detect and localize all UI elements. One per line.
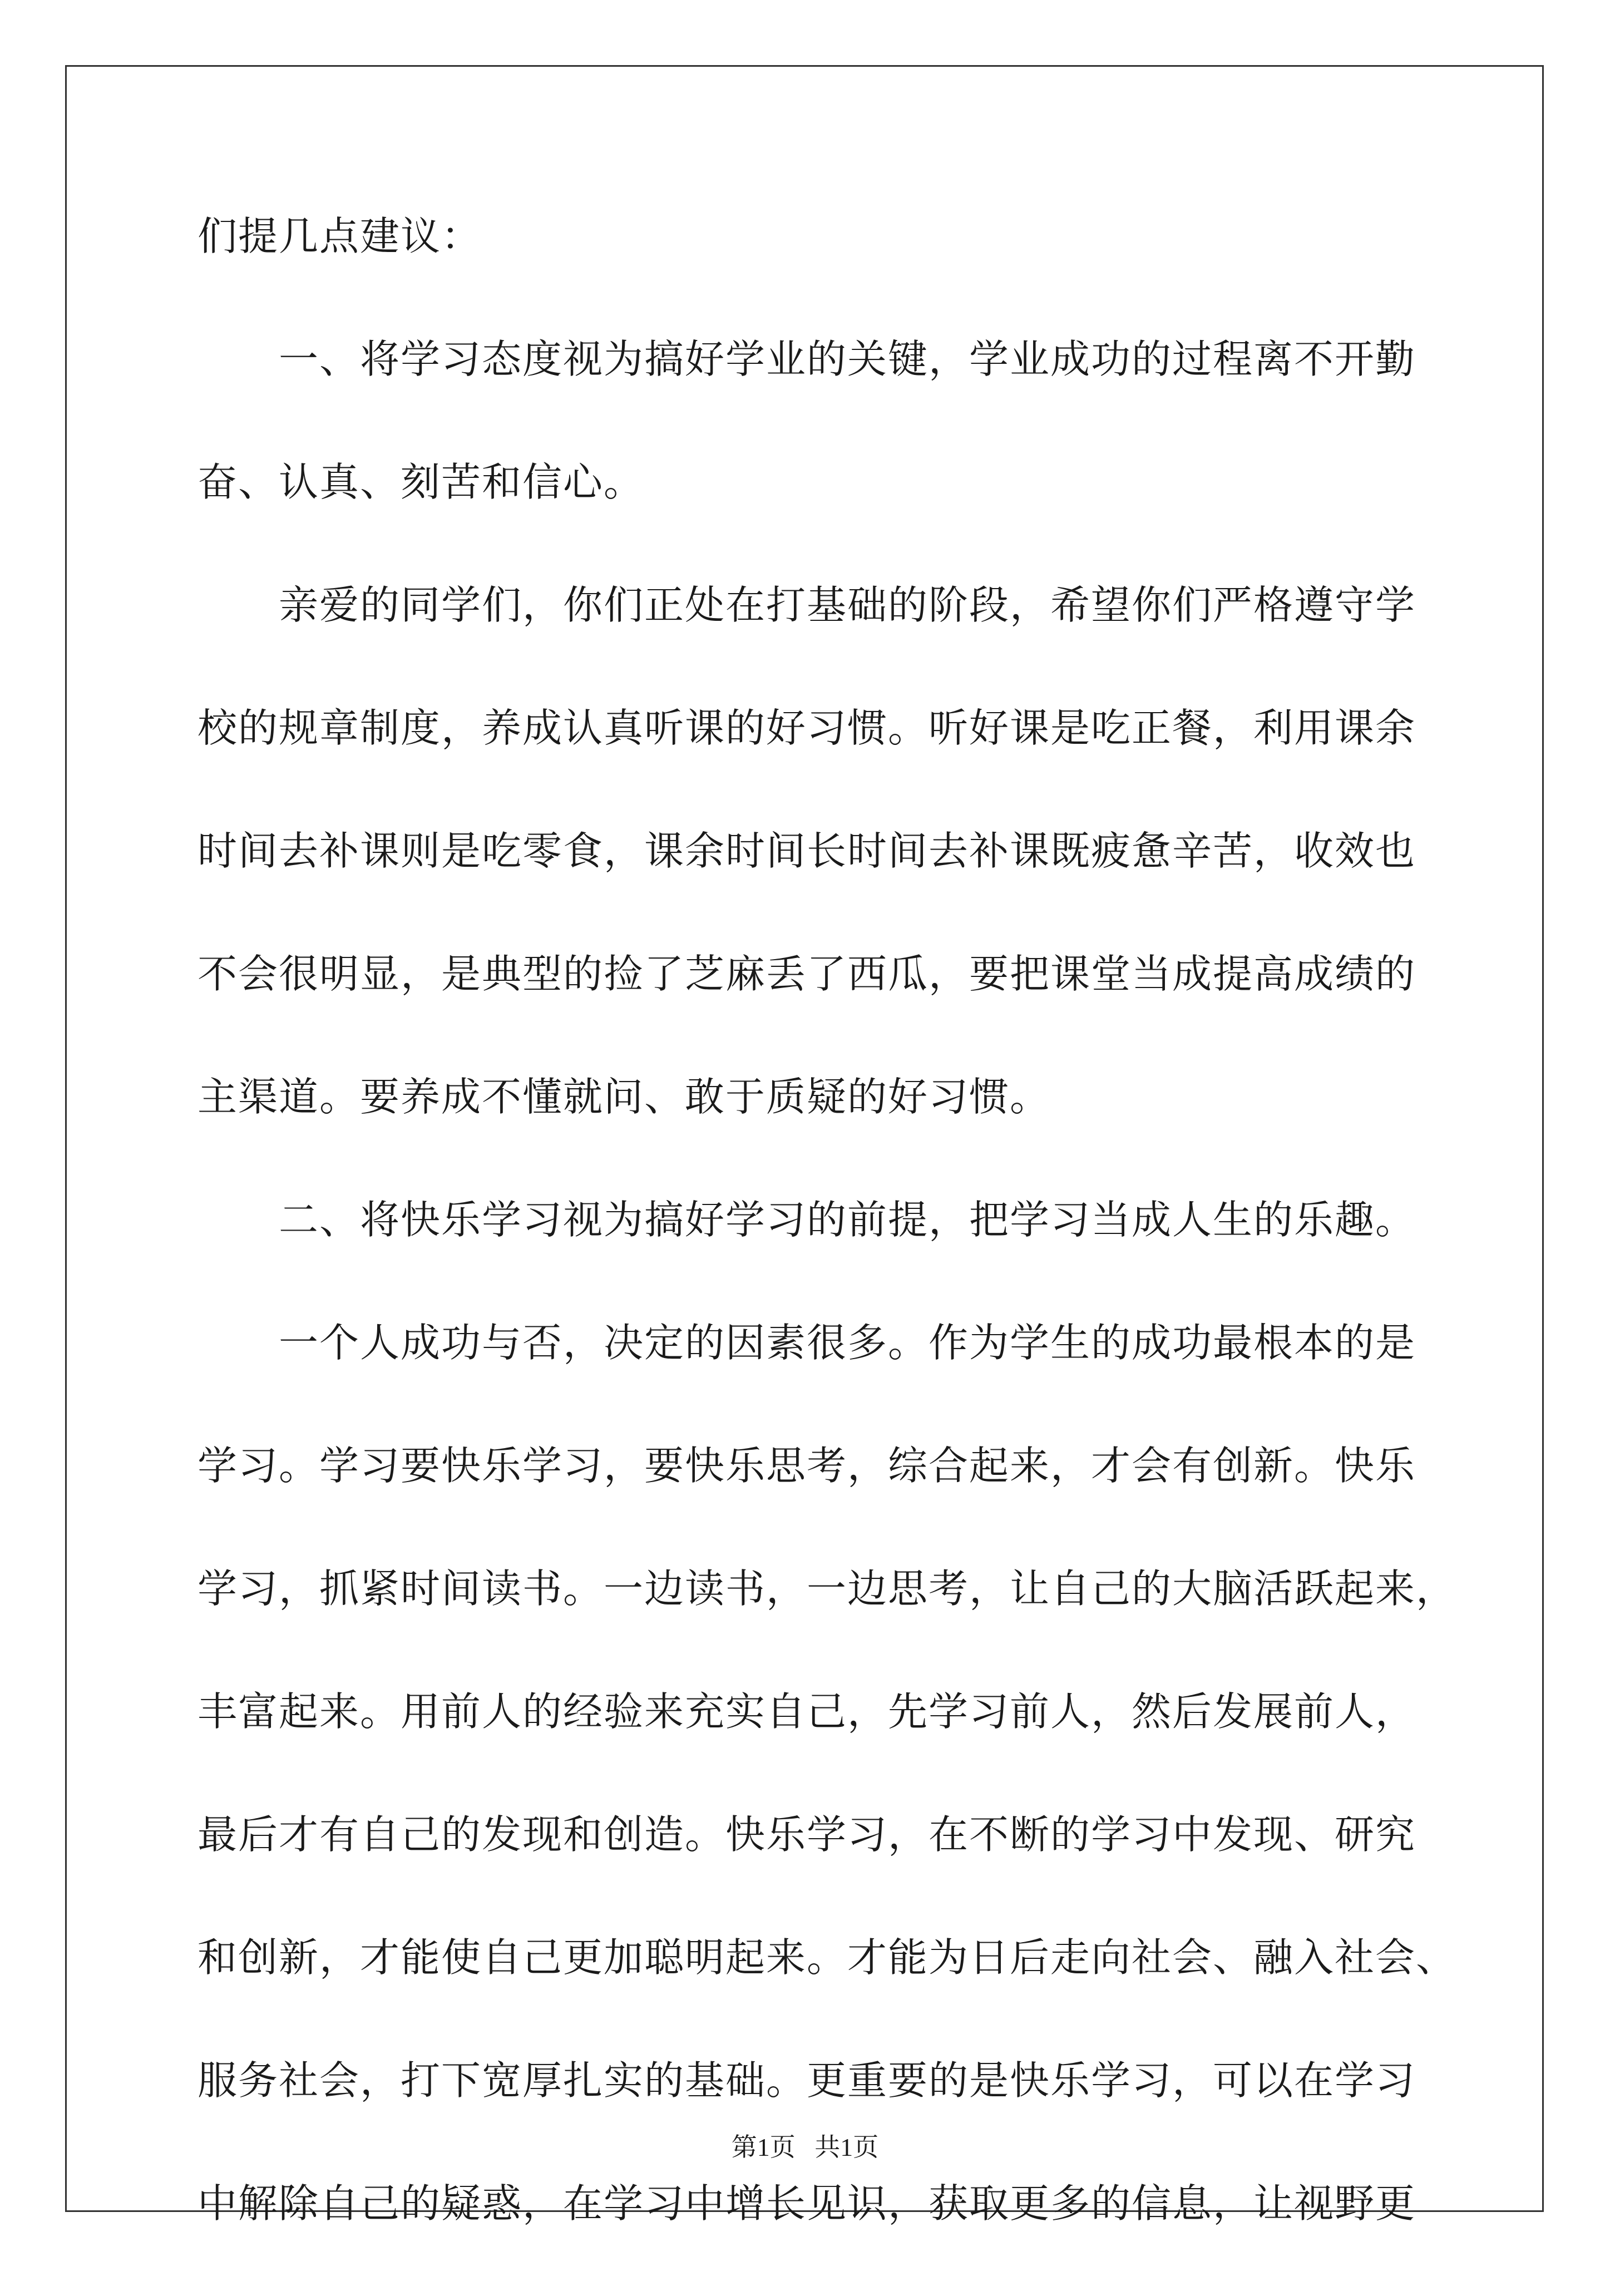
text-line: 服务社会，打下宽厚扎实的基础。更重要的是快乐学习，可以在学习 xyxy=(197,2057,1416,2104)
text-line: 最后才有自己的发现和创造。快乐学习，在不断的学习中发现、研究 xyxy=(197,1811,1416,1858)
page-number-total: 共1页 xyxy=(814,2133,879,2161)
text-line: 学习，抓紧时间读书。一边读书，一边思考，让自己的大脑活跃起来， xyxy=(197,1566,1457,1612)
text-line: 时间去补课则是吃零食，课余时间长时间去补课既疲惫辛苦，收效也 xyxy=(197,828,1416,874)
text-line: 中解除自己的疑惑，在学习中增长见识，获取更多的信息，让视野更 xyxy=(197,2180,1416,2226)
text-line: 和创新，才能使自己更加聪明起来。才能为日后走向社会、融入社会、 xyxy=(197,1934,1457,1981)
text-line: 们提几点建议： xyxy=(197,213,482,259)
text-line: 一个人成功与否，决定的因素很多。作为学生的成功最根本的是 xyxy=(197,1320,1416,1366)
page-number-current: 第1页 xyxy=(731,2133,796,2161)
text-line: 校的规章制度，养成认真听课的好习惯。听好课是吃正餐，利用课余 xyxy=(197,705,1416,751)
text-line: 亲爱的同学们，你们正处在打基础的阶段，希望你们严格遵守学 xyxy=(197,582,1416,628)
text-line: 二、将快乐学习视为搞好学习的前提，把学习当成人生的乐趣。 xyxy=(197,1197,1416,1243)
text-line: 丰富起来。用前人的经验来充实自己，先学习前人，然后发展前人， xyxy=(197,1688,1416,1735)
text-line: 学习。学习要快乐学习，要快乐思考，综合起来，才会有创新。快乐 xyxy=(197,1443,1416,1489)
text-line: 主渠道。要养成不懂就问、敢于质疑的好习惯。 xyxy=(197,1074,1051,1120)
text-line: 一、将学习态度视为搞好学业的关键，学业成功的过程离不开勤 xyxy=(197,336,1416,382)
document-body xyxy=(197,206,1457,2296)
page-footer xyxy=(0,2131,1610,2164)
text-line: 不会很明显，是典型的捡了芝麻丢了西瓜，要把课堂当成提高成绩的 xyxy=(197,951,1416,997)
text-line: 奋、认真、刻苦和信心。 xyxy=(197,459,645,505)
